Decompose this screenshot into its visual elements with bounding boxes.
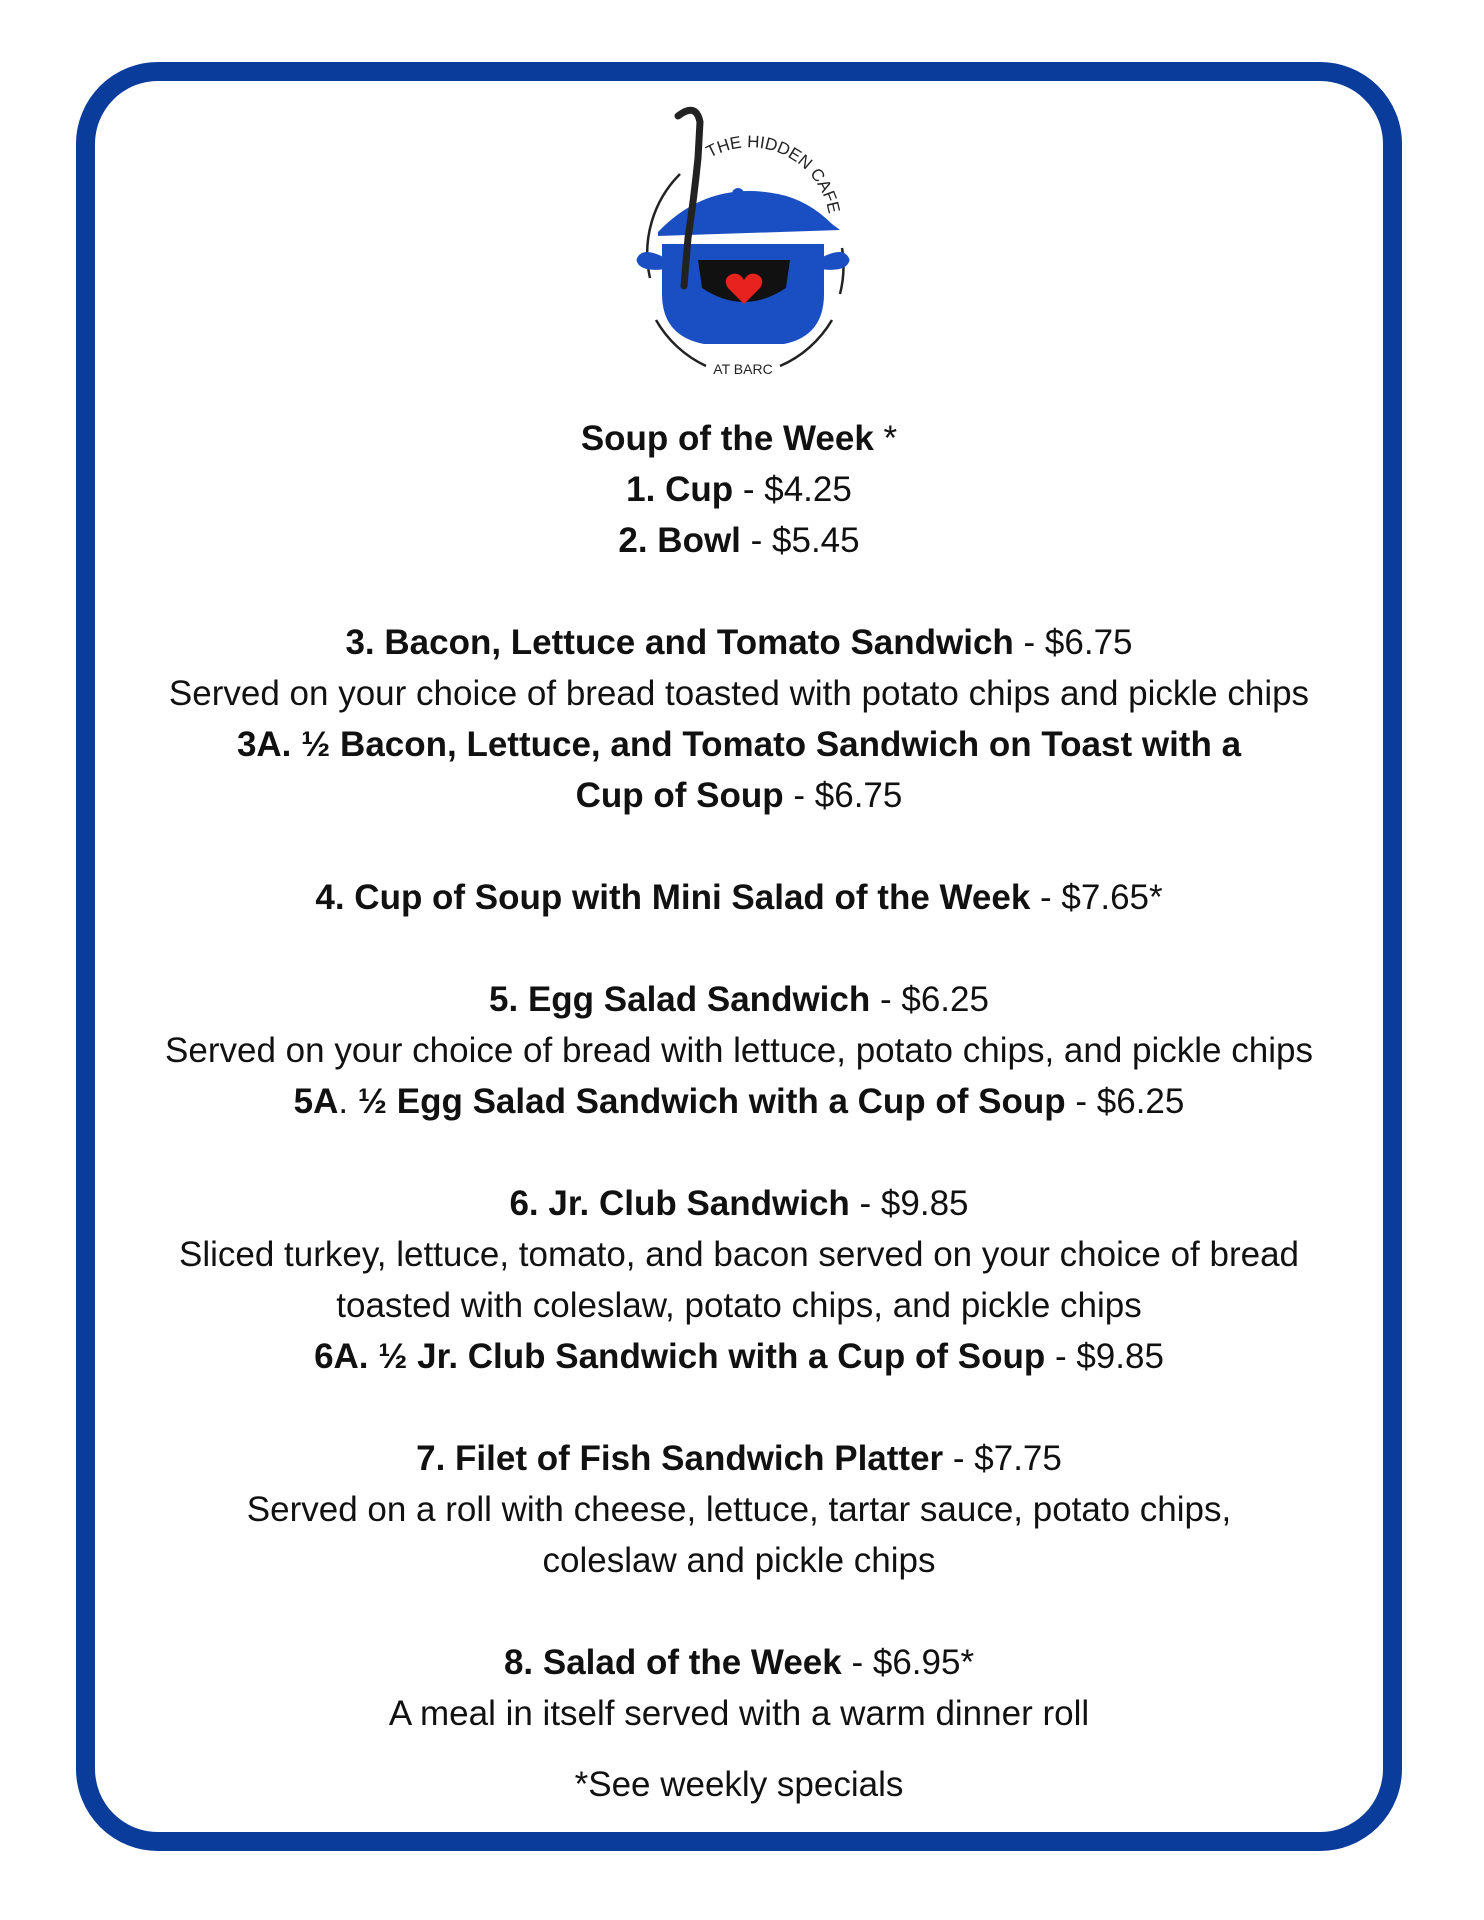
item-name: 7. Filet of Fish Sandwich Platter [416,1439,944,1478]
item-price: - $6.25 [1065,1082,1185,1121]
item-name: 4. Cup of Soup with Mini Salad of the Week [315,878,1031,917]
menu-item-6 [76,1178,1402,1229]
item-description: Served on your choice of bread toasted with potato chips and pickle chips [168,674,1310,713]
soup-heading-asterisk: * [873,419,898,458]
item-name: 3A. ½ Bacon, Lettuce, and Tomato Sandwich on Toast with a [236,725,1242,764]
item-name: 6. Jr. Club Sandwich [509,1184,850,1223]
item-price: - $6.75 [783,776,903,815]
menu-item-3a [76,719,1402,770]
menu-item-bowl [76,515,1402,566]
item-name: ½ Egg Salad Sandwich with a Cup of Soup [357,1082,1066,1121]
menu-item-5 [76,974,1402,1025]
item-description: toasted with coleslaw, potato chips, and pickle chips [336,1286,1142,1325]
menu-item-6a [76,1331,1402,1382]
item-name: 2. Bowl [618,521,741,560]
item-name: 3. Bacon, Lettuce and Tomato Sandwich [345,623,1014,662]
menu-item-5a [76,1076,1402,1127]
item-name: Cup of Soup [575,776,784,815]
item-price: - $7.75 [943,1439,1062,1478]
item-price: - $9.85 [1045,1337,1164,1376]
item-description: Served on a roll with cheese, lettuce, tartar sauce, potato chips, [246,1490,1232,1529]
soup-heading [76,413,1402,464]
item-price: - $7.65* [1030,878,1163,917]
item-description: Sliced turkey, lettuce, tomato, and bacon served on your choice of bread [179,1235,1299,1274]
logo-brand-text: THE HIDDEN CAFE [703,132,844,216]
menu-item-4 [76,872,1402,923]
cafe-logo [618,98,868,390]
item-price: - $9.85 [849,1184,969,1223]
item-description: coleslaw and pickle chips [542,1541,936,1580]
item-name: 8. Salad of the Week [503,1643,842,1682]
item-code-dot: . [338,1082,358,1121]
item-price: - $6.25 [870,980,989,1019]
menu-item-8 [76,1637,1402,1688]
item-code: 5A [293,1082,339,1121]
item-price: - $6.95* [841,1643,975,1682]
item-description: Served on your choice of bread with lettuce, potato chips, and pickle chips [165,1031,1313,1070]
menu-item-7 [76,1433,1402,1484]
pot-handle-left [638,253,662,268]
item-price: - $5.45 [740,521,860,560]
menu-item-3a-cont [76,770,1402,821]
item-description: A meal in itself served with a warm dinner roll [388,1694,1090,1733]
pot-handle-right [824,253,848,268]
lid-knob [732,188,744,200]
item-price: - $4.25 [733,470,852,509]
item-name: 6A. ½ Jr. Club Sandwich with a Cup of Soup [314,1337,1046,1376]
item-name: 5. Egg Salad Sandwich [489,980,871,1019]
item-name: 1. Cup [626,470,734,509]
menu-item-cup [76,464,1402,515]
pot-lid [658,191,840,236]
logo-location-text: AT BARC [713,361,773,377]
menu-list [76,413,1402,1810]
footnote: *See weekly specials [574,1765,904,1804]
item-price: - $6.75 [1013,623,1133,662]
menu-item-3 [76,617,1402,668]
soup-heading-text: Soup of the Week [580,419,874,458]
